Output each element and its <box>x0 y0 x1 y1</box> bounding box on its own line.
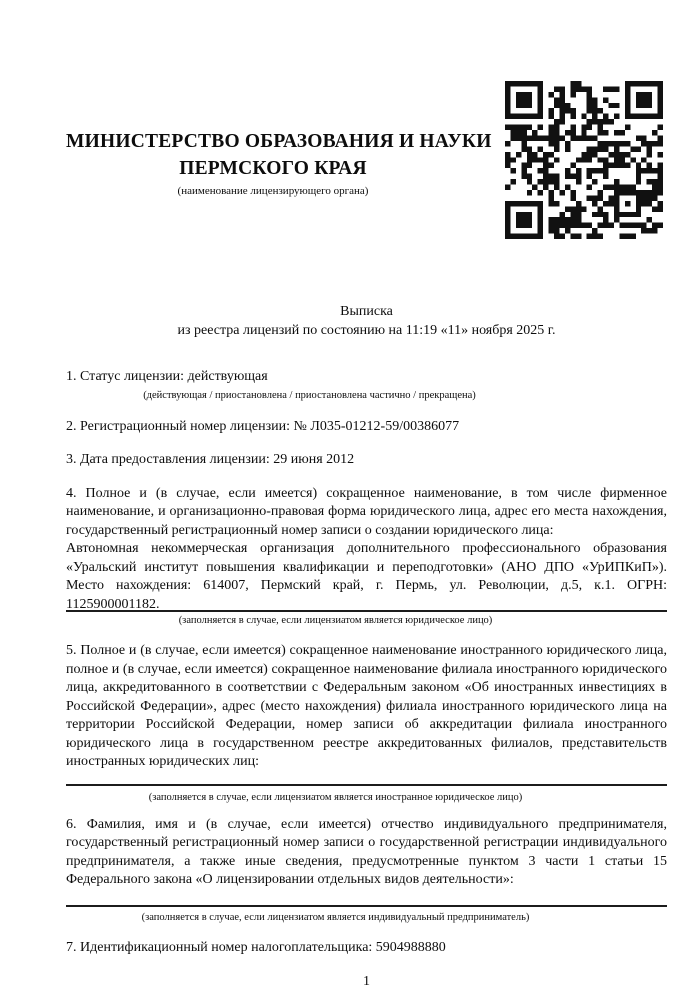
license-date-text: 3. Дата предоставления лицензии: 29 июня 2012 <box>66 452 355 467</box>
legal-entity-caption: (заполняется в случае, если лицензиатом является юридическое лицо) <box>178 615 493 626</box>
item-taxpayer-number <box>66 939 667 958</box>
qr-code-icon <box>505 78 663 242</box>
qr-code-image <box>505 78 663 242</box>
ministry-name-line2: ПЕРМСКОГО КРАЯ <box>179 158 367 179</box>
document-title-line2: из реестра лицензий по состоянию на 11:19 «11» ноября 2025 г. <box>177 322 556 338</box>
item-foreign-entity <box>66 642 667 805</box>
item-license-date <box>66 451 667 470</box>
individual-entrepreneur-field-line <box>66 905 667 907</box>
license-status-caption: (действующая / приостановлена / приостановлена частично / прекращена) <box>143 389 476 401</box>
document-body <box>66 303 667 989</box>
ministry-name-line1: МИНИСТЕРСТВО ОБРАЗОВАНИЯ И НАУКИ <box>66 131 492 152</box>
item-legal-entity <box>66 485 667 629</box>
individual-entrepreneur-text: 6. Фамилия, имя и (в случае, если имеется) отчество индивидуального предпринимателя, государственный регистрационный номер записи о государственной регистрации индивидуального предпринимателя, а также иные сведения, предусмотренные пунктом 3 части 1 статьи 15 Федерального закона «О лицензировании отдельных видов деятельности»: <box>66 816 667 887</box>
foreign-entity-text: 5. Полное и (в случае, если имеется) сокращенное наименование иностранного юридического лица, полное и (в случае, если имеется) сокращенное наименование филиала иностранного юридического лица, аккредитованного в соответствии с Федеральным законом «Об иностранных инвестициях в Российской Федерации», адрес (место нахождения) филиала иностранного юридического лица на территории Российской Федерации, номер записи об аккредитации филиала иностранного юридического лица в государственном реестре аккредитованных филиалов, представительств иностранных юридических лиц: <box>66 643 667 769</box>
document-title <box>66 303 667 340</box>
item-registration-number <box>66 418 667 437</box>
legal-entity-value: Автономная некоммерческая организация дополнительного профессионального образования «Уральский институт повышения квалификации и переподготовки» (АНО ДПО «УрИПКиП»). Место нахождения: 614007, Пермский край, г. Пермь, ул. Революции, д.5, к.1. ОГРН: 1125900001182. <box>66 541 667 612</box>
item-license-status <box>66 368 667 403</box>
licensing-authority-header <box>66 128 492 198</box>
registration-number-text: 2. Регистрационный номер лицензии: № Л035-01212-59/00386077 <box>66 418 460 434</box>
individual-entrepreneur-caption: (заполняется в случае, если лицензиатом является индивидуальный предприниматель) <box>141 911 530 923</box>
license-status-text: 1. Статус лицензии: действующая <box>66 369 268 384</box>
foreign-entity-caption: (заполняется в случае, если лицензиатом является иностранное юридическое лицо) <box>148 791 523 803</box>
page-number: 1 <box>363 974 370 989</box>
item-individual-entrepreneur <box>66 816 667 925</box>
taxpayer-number-text: 7. Идентификационный номер налогоплательщика: 5904988880 <box>66 939 446 955</box>
ministry-caption: (наименование лицензирующего органа) <box>177 185 369 197</box>
document-title-line1: Выписка <box>340 304 393 319</box>
foreign-entity-field-line <box>66 784 667 786</box>
legal-entity-text: 4. Полное и (в случае, если имеется) сокращенное наименование, в том числе фирменное наименование, и организационно-правовая форма юридического лица, адрес его места нахождения, государственный регистрационный номер записи о создании юридического лица: <box>66 485 667 538</box>
